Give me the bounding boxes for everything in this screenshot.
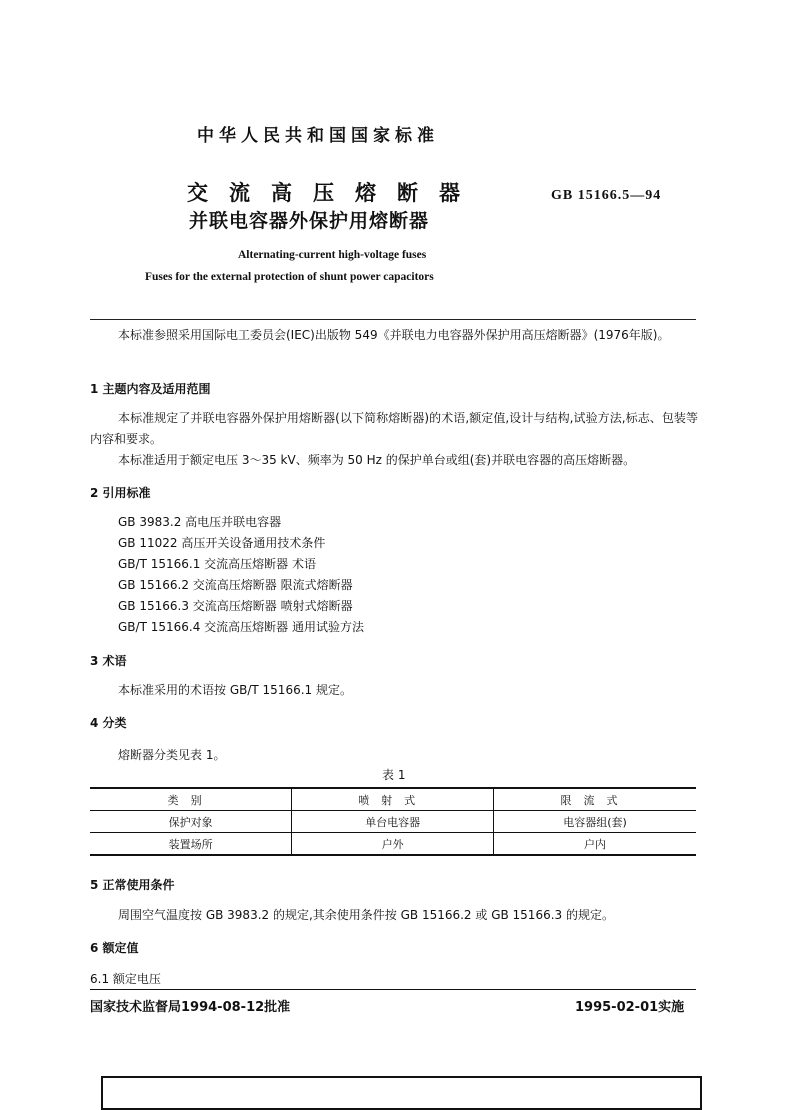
effective-date: 1995-02-01实施 <box>575 1000 685 1015</box>
national-standard-title: 中华人民共和国国家标准 <box>197 126 439 146</box>
table-row <box>90 811 696 833</box>
intro-paragraph: 本标准参照采用国际电工委员会(IEC)出版物 549《并联电力电容器外保护用高压熔断器》(1976年版)。 <box>118 328 670 342</box>
section-3-heading: 3 术语 <box>90 654 127 668</box>
section-5-heading: 5 正常使用条件 <box>90 878 175 892</box>
document-title-en-line1: Alternating-current high-voltage fuses <box>238 249 427 261</box>
approval-date: 国家技术监督局1994-08-12批准 <box>90 1000 291 1015</box>
section-1-paragraph-2: 本标准适用于额定电压 3～35 kV、频率为 50 Hz 的保护单台或组(套)并联电容器的高压熔断器。 <box>118 453 636 467</box>
document-title-en-line2: Fuses for the external protection of shunt power capacitors <box>145 271 434 283</box>
reference-item: GB 15166.2 交流高压熔断器 限流式熔断器 <box>118 578 353 592</box>
standard-code: GB 15166.5—94 <box>551 188 662 203</box>
header-divider <box>90 319 696 320</box>
section-4-paragraph: 熔断器分类见表 1。 <box>118 748 226 762</box>
reference-item: GB/T 15166.4 交流高压熔断器 通用试验方法 <box>118 620 364 634</box>
table-cell: 装置场所 <box>168 837 213 851</box>
table-header-row <box>90 788 696 811</box>
section-2-heading: 2 引用标准 <box>90 486 151 500</box>
reference-item: GB 15166.3 交流高压熔断器 喷射式熔断器 <box>118 599 353 613</box>
document-title-cn-line2: 并联电容器外保护用熔断器 <box>189 210 430 232</box>
table-cell: 户内 <box>494 833 696 856</box>
reference-item: GB 11022 高压开关设备通用技术条件 <box>118 536 326 550</box>
next-page-frame <box>101 1076 702 1110</box>
subsection-6-1-heading: 6.1 额定电压 <box>90 972 161 986</box>
table-header-cell: 喷射式 <box>292 788 494 811</box>
table-caption: 表 1 <box>382 768 406 782</box>
section-1-heading: 1 主题内容及适用范围 <box>90 382 211 396</box>
reference-list <box>118 512 364 638</box>
section-4-heading: 4 分类 <box>90 716 127 730</box>
section-1-paragraph-1: 本标准规定了并联电容器外保护用熔断器(以下简称熔断器)的术语,额定值,设计与结构,试验方法,标志、包装等内容和要求。 <box>90 411 698 446</box>
table-cell: 保护对象 <box>168 815 213 829</box>
document-title-cn-line1: 交流高压熔断器 <box>187 181 481 205</box>
table-cell: 单台电容器 <box>292 811 494 833</box>
table-cell: 电容器组(套) <box>494 811 696 833</box>
table-cell: 户外 <box>292 833 494 856</box>
section-5-paragraph: 周围空气温度按 GB 3983.2 的规定,其余使用条件按 GB 15166.2 或 GB 15166.3 的规定。 <box>118 908 614 922</box>
reference-item: GB/T 15166.1 交流高压熔断器 术语 <box>118 557 316 571</box>
section-3-paragraph: 本标准采用的术语按 GB/T 15166.1 规定。 <box>118 683 352 697</box>
table-row <box>90 833 696 856</box>
classification-table <box>90 787 696 856</box>
reference-item: GB 3983.2 高电压并联电容器 <box>118 515 282 529</box>
section-6-heading: 6 额定值 <box>90 941 139 955</box>
table-header-cell: 限流式 <box>494 788 696 811</box>
table-header-cell: 类别 <box>167 793 214 807</box>
footer-divider <box>90 989 696 990</box>
